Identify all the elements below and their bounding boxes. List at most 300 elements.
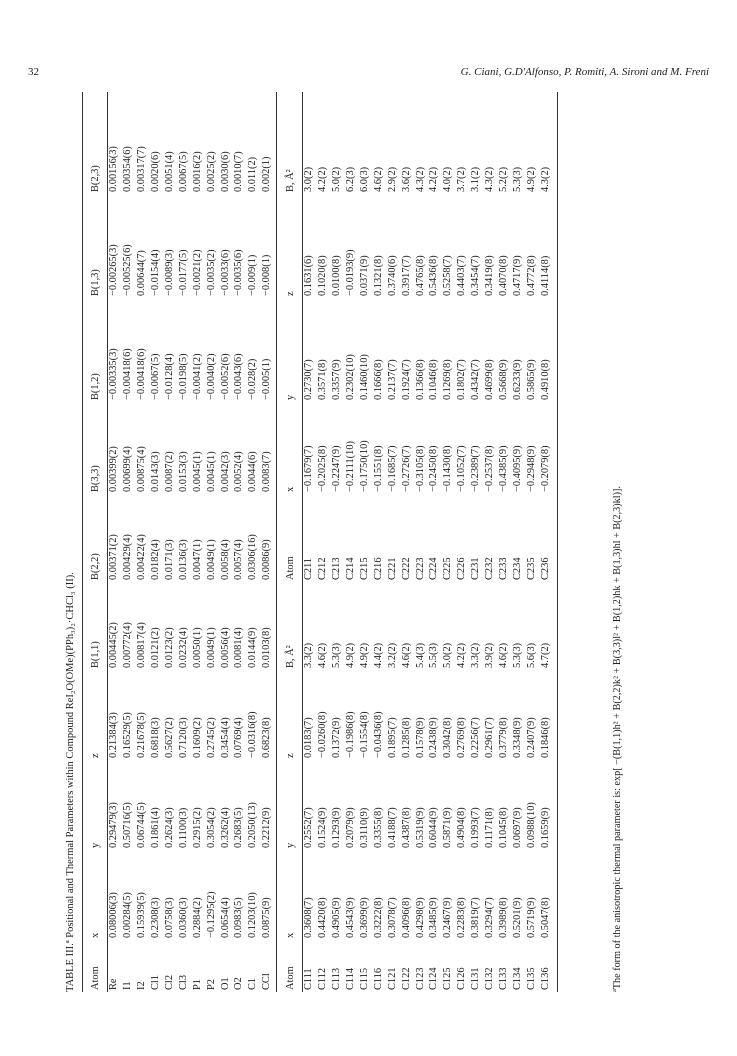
table-cell: C126 [456,967,468,990]
table-cell: Cl3 [177,974,189,990]
table-cell: C124 [428,967,440,990]
table-cell: 0.5436(8) [428,255,440,296]
table-cell: −0.1430(8) [442,445,454,492]
table-cell: 0.5627(2) [164,717,175,758]
table-cell: 0.4765(8) [414,255,426,296]
table-cell: −0.0041(2) [191,353,203,400]
table-cell: C111 [303,968,315,990]
table-cell: 0.0306(16) [247,534,259,580]
table-cell: 3.6(2) [400,166,412,192]
table-cell: 0.0025(2) [205,151,217,192]
table-cell: 0.4910(8) [539,359,551,400]
table-cell: 0.00699(4) [122,446,134,492]
column-header: y [284,842,296,848]
table-cell: 0.1366(8) [414,359,426,400]
table-cell: 0.4543(9) [345,897,357,938]
table1-header-rule [107,92,108,992]
table-cell: 0.1293(9) [331,807,343,848]
table-cell: 0.2884(2) [191,897,203,938]
table-cell: 0.3740(6) [386,255,398,296]
table-cell: −0.2079(8) [539,445,551,492]
table-cell: 4.9(2) [345,642,357,668]
table-cell: 0.0086(9) [261,539,273,580]
table-cell: 0.1993(7) [470,807,482,848]
table-cell: 4.9(2) [525,166,537,192]
table-cell: 0.0044(6) [247,451,259,492]
table-cell: 0.5668(9) [497,359,509,400]
table-cell: 5.3(3) [511,166,523,192]
table-cell: 0.0047(1) [191,539,203,580]
table-cell: C115 [359,967,370,990]
table-cell: 0.4342(7) [470,359,482,400]
table-cell: 4.6(2) [497,642,509,668]
table-cell: 0.0988(10) [525,802,537,848]
table-cell: 0.0123(2) [164,627,175,668]
table-cell: −0.0021(2) [191,249,203,296]
page-number: 32 [28,66,39,78]
table-cell: 0.2961(7) [484,717,496,758]
table-cell: −0.005(1) [261,358,273,400]
table-cell: C221 [386,557,398,580]
table-row [344,92,358,992]
table-cell: 4.3(2) [414,166,426,192]
table-caption: TABLE III.ª Positional and Thermal Parameters within Compound ReI₂O(OMe)(PPh₃)₂·CHCl₃ (II). [65,572,76,992]
table-cell: 0.5258(7) [442,255,454,296]
table-cell: 0.3355(8) [372,807,384,848]
table-cell: Cl1 [150,974,162,990]
table-cell: O2 [233,977,245,990]
table-row [176,92,190,992]
table-cell: 6.2(3) [345,166,357,192]
table-row [510,92,524,992]
table-cell: 0.1524(9) [317,807,329,848]
table-cell: 5.5(3) [428,642,440,668]
table-row [121,92,135,992]
table-cell: C225 [442,557,454,580]
table-cell: 0.0758(3) [164,897,175,938]
table-cell: C121 [386,967,398,990]
table-cell: 0.0182(4) [150,539,162,580]
table-cell: 0.1046(8) [428,359,440,400]
table-cell: C135 [525,967,537,990]
table-cell: C136 [539,967,551,990]
table-cell: −0.00418(6) [122,348,134,400]
table-row [455,92,469,992]
table-cell: 0.2256(7) [470,717,482,758]
table-cell: 0.6818(3) [150,717,162,758]
table-row [260,92,274,992]
table-cell: 4.3(2) [484,166,496,192]
table-row [371,92,385,992]
table-cell: 0.2308(3) [150,897,162,938]
table-cell: Cl2 [164,974,175,990]
table-cell: 0.2769(8) [456,717,468,758]
table-cell: 0.2137(7) [386,359,398,400]
table-cell: 0.5047(8) [539,897,551,938]
table-row [302,92,316,992]
table-cell: 4.7(2) [539,642,551,668]
table-cell: −0.008(1) [261,254,273,296]
table-cell: 0.0016(2) [191,151,203,192]
table-cell: 0.1578(9) [414,717,426,758]
table-cell: C213 [331,557,343,580]
table-cell: 0.6044(9) [428,807,440,848]
table-cell: C133 [497,967,509,990]
table-cell: 0.0050(1) [191,627,203,668]
table-row [330,92,344,992]
table-cell: C234 [511,557,523,580]
table1-header-row [83,92,107,992]
table-cell: C224 [428,557,440,580]
table-cell: 0.1020(8) [317,255,329,296]
table-cell: −0.2948(9) [525,445,537,492]
table-cell: 0.00445(2) [108,622,120,668]
table-cell: −0.0316(8) [247,711,259,758]
column-header: z [284,291,296,296]
table-cell: 0.0697(9) [511,807,523,848]
table-cell: 0.0100(8) [331,255,343,296]
table-cell: −0.2389(7) [470,445,482,492]
table-cell: 4.6(2) [400,642,412,668]
table-cell: 3.1(2) [470,166,482,192]
column-header: B(3,3) [89,465,101,492]
table-cell: 0.1285(8) [400,717,412,758]
column-header: z [89,753,101,758]
table-cell: 0.00817(4) [136,622,148,668]
table-cell: 0.00422(4) [136,534,148,580]
table-cell: C122 [400,967,412,990]
table-cell: 0.00399(2) [108,446,120,492]
table-cell: 0.0045(1) [205,451,217,492]
table-cell: −0.2726(7) [400,445,412,492]
column-header: x [89,932,101,938]
table-cell: 0.4403(7) [456,255,468,296]
table-row [163,92,177,992]
table-cell: 0.2438(9) [428,717,440,758]
table-cell: 0.4387(8) [400,807,412,848]
table-row [538,92,552,992]
table-cell: 0.0010(7) [233,151,245,192]
table-cell: −0.1052(7) [456,445,468,492]
table-cell: 0.21678(5) [136,712,148,758]
table-cell: −0.0177(5) [177,249,189,296]
table-cell: 0.3262(4) [219,807,231,848]
table-cell: 0.6233(9) [511,359,523,400]
table-cell: 0.0144(9) [247,627,259,668]
table-cell: 0.0654(4) [219,897,231,938]
running-head: G. Ciani, G.D'Alfonso, P. Romiti, A. Sironi and M. Freni [460,66,709,78]
table-cell: O1 [219,977,231,990]
table-cell: −0.0128(4) [164,353,175,400]
table-cell: 0.0052(4) [233,451,245,492]
column-header: Atom [284,966,296,990]
table-cell: 0.3917(7) [400,255,412,296]
table-cell: 0.0045(1) [191,451,203,492]
column-header: B(2,2) [89,553,101,580]
table-cell: P2 [205,979,217,990]
table-cell: 0.0121(2) [150,627,162,668]
table-row [190,92,204,992]
table-cell: 0.3078(7) [386,897,398,938]
column-header: Atom [284,556,296,580]
column-header: Atom [89,966,101,990]
table-row [107,92,121,992]
table-cell: 0.0153(3) [177,451,189,492]
table-cell: 0.00429(4) [122,534,134,580]
table-cell: 0.0020(6) [150,151,162,192]
table-cell: 0.1659(9) [539,807,551,848]
table-cell: 0.2730(7) [303,359,315,400]
table-cell: 3.0(2) [303,166,315,192]
table-cell: 0.1846(8) [539,717,551,758]
table-cell: 0.50716(5) [122,802,134,848]
table-cell: 0.00772(4) [122,622,134,668]
table-cell: C212 [317,557,329,580]
table-cell: C123 [414,967,426,990]
table-cell: 0.3042(8) [442,717,454,758]
table-cell: −0.0154(4) [150,249,162,296]
table-cell: −0.1986(8) [345,711,357,758]
table-cell: 0.4904(8) [456,807,468,848]
table-cell: 4.0(2) [442,166,454,192]
table-cell: −0.2247(9) [331,445,343,492]
table-cell: 0.2915(2) [191,807,203,848]
table-cell: 0.3454(7) [470,255,482,296]
table-cell: 0.08006(3) [108,892,120,938]
table-cell: −0.0040(2) [205,353,217,400]
column-header: B, Å² [284,169,296,192]
table-cell: 0.0049(1) [205,627,217,668]
table-cell: −0.2537(8) [484,445,496,492]
column-header: B(1,3) [89,269,101,296]
table-row [496,92,510,992]
table-cell: C211 [303,557,315,580]
table-cell: C131 [470,967,482,990]
table-cell: 4.9(2) [359,642,370,668]
table-cell: 0.1372(9) [331,717,343,758]
table-cell: −0.0035(6) [233,249,245,296]
table-cell: 0.3054(2) [205,807,217,848]
table-row [316,92,330,992]
table-cell: 3.7(2) [456,166,468,192]
table-cell: 0.0769(4) [233,717,245,758]
table-cell: −0.0052(6) [219,353,231,400]
table-cell: 0.0058(4) [219,539,231,580]
table-cell: 4.6(2) [372,166,384,192]
table-cell: 5.0(2) [331,166,343,192]
table-row [399,92,413,992]
table-cell: 0.3357(9) [331,359,343,400]
table1-bottom-rule [276,92,277,992]
table-row [385,92,399,992]
table-cell: 0.1321(8) [372,255,384,296]
table-cell: 4.2(2) [317,166,329,192]
table-cell: C214 [345,557,357,580]
table-row [413,92,427,992]
table-cell: 0.1100(3) [177,807,189,848]
table-cell: 0.00156(3) [108,146,120,192]
table-cell: CCl [261,973,273,990]
table2-header-rule [302,92,303,992]
table-cell: 4.4(2) [372,642,384,668]
table-cell: −0.3105(8) [414,445,426,492]
table-cell: 0.1666(8) [372,359,384,400]
table-cell: 4.2(2) [456,642,468,668]
column-header: z [284,753,296,758]
table-cell: 0.0057(4) [233,539,245,580]
table-cell: 0.011(2) [247,156,259,192]
table-cell: 0.3419(8) [484,255,496,296]
table-row [441,92,455,992]
table-cell: 0.29479(3) [108,802,120,848]
rotated-table-area [60,92,660,992]
table-cell: −0.028(2) [247,358,259,400]
table-cell: 0.0081(4) [233,627,245,668]
table-cell: 0.1269(8) [442,359,454,400]
table-cell: 0.00371(2) [108,534,120,580]
table-cell: 0.4114(8) [539,255,551,296]
table-cell: −0.4385(9) [497,445,509,492]
table-row [218,92,232,992]
table-cell: 0.2467(9) [442,897,454,938]
table-cell: 0.0042(3) [219,451,231,492]
table-row [469,92,483,992]
table-cell: −0.00418(6) [136,348,148,400]
table-cell: −0.0436(8) [372,711,384,758]
table-cell: 0.2745(2) [205,717,217,758]
table-cell: 0.1609(2) [191,717,203,758]
table-cell: −0.0043(6) [233,353,245,400]
rotated-table-content [60,92,660,992]
table-cell: 3.2(2) [386,642,398,668]
column-header: B, Å² [284,645,296,668]
table-cell: 0.21384(3) [108,712,120,758]
table-cell: 0.1895(7) [386,717,398,758]
table-row [427,92,441,992]
table-cell: −0.2450(8) [428,445,440,492]
column-header: y [89,842,101,848]
table-cell: 0.0360(3) [177,897,189,938]
table-cell: 0.0183(7) [303,717,315,758]
table-cell: 0.0371(9) [359,255,370,296]
table-cell: 0.0030(6) [219,151,231,192]
table-cell: 0.3348(9) [511,717,523,758]
table-cell: −0.2025(8) [317,445,329,492]
table-cell: 0.2050(13) [247,802,259,848]
table-cell: 0.2407(9) [525,717,537,758]
table-cell: −0.0193(9) [345,249,357,296]
table-cell: −0.0035(2) [205,249,217,296]
table-cell: 0.2212(9) [261,807,273,848]
table-cell: 0.7120(3) [177,717,189,758]
table-cell: 0.00644(7) [136,250,148,296]
table-cell: 0.0087(2) [164,451,175,492]
table-cell: 0.5201(9) [511,897,523,938]
table-row [135,92,149,992]
column-header: B(2,3) [89,165,101,192]
table-cell: 0.4699(8) [484,359,496,400]
table-row [204,92,218,992]
table-cell: 0.0049(1) [205,539,217,580]
table-cell: C223 [414,557,426,580]
table-cell: 0.06744(5) [136,802,148,848]
table-cell: 0.1631(6) [303,255,315,296]
table-cell: C125 [442,967,454,990]
table-cell: 0.3571(8) [317,359,329,400]
table-cell: 4.2(2) [428,166,440,192]
table-cell: −0.00265(3) [108,244,120,296]
table-row [483,92,497,992]
table-cell: 0.4772(8) [525,255,537,296]
table-cell: 0.0083(7) [261,451,273,492]
table-cell: −0.1295(2) [205,891,217,938]
table-cell: 0.00317(7) [136,146,148,192]
table-cell: 0.4717(9) [511,255,523,296]
table-cell: 0.1460(10) [359,354,370,400]
table-cell: −0.1554(8) [359,711,370,758]
table-cell: −0.1750(10) [359,440,370,492]
table-cell: 0.2624(3) [164,807,175,848]
table-cell: 0.00284(5) [122,892,134,938]
table-cell: −0.0067(5) [150,353,162,400]
table-cell: −0.0198(5) [177,353,189,400]
table-cell: C215 [359,557,370,580]
anisotropic-parameters-table [83,92,274,992]
table-cell: 0.0143(3) [150,451,162,492]
table-cell: 2.9(2) [386,166,398,192]
table-cell: −0.0260(8) [317,711,329,758]
table-cell: 0.16529(5) [122,712,134,758]
table-cell: 0.3294(7) [484,897,496,938]
table-cell: C132 [484,967,496,990]
table-cell: 0.002(1) [261,156,273,192]
table-cell: 0.0171(3) [164,539,175,580]
table-cell: −0.2111(10) [345,441,357,492]
table-cell: C216 [372,557,384,580]
table-cell: 0.5719(9) [525,897,537,938]
table-cell: I1 [122,981,134,990]
table-cell: 5.2(2) [497,166,509,192]
table-cell: C112 [317,967,329,990]
table-cell: 0.00354(6) [122,146,134,192]
table-cell: C113 [331,967,343,990]
table-cell: C114 [345,967,357,990]
table-cell: 0.4188(7) [386,807,398,848]
table-cell: 4.6(2) [317,642,329,668]
table-cell: 4.3(2) [539,166,551,192]
table-cell: 0.0056(4) [219,627,231,668]
table-cell: −0.1551(8) [372,445,384,492]
column-header: x [284,932,296,938]
column-header: x [284,486,296,492]
table-cell: 0.2079(9) [345,807,357,848]
column-header: B(1,2) [89,373,101,400]
table-cell: 3.9(2) [484,642,496,668]
table-cell: 0.1861(4) [150,807,162,848]
table-cell: −0.1685(7) [386,445,398,492]
table-cell: 0.0103(8) [261,627,273,668]
table-cell: 0.3222(8) [372,897,384,938]
table-cell: C226 [456,557,468,580]
table-cell: 0.6823(8) [261,717,273,758]
table-row [149,92,163,992]
table-cell: 0.2552(7) [303,807,315,848]
table-cell: 0.1203(10) [247,892,259,938]
table-cell: 0.4905(9) [331,897,343,938]
table-cell: 0.4298(9) [414,897,426,938]
table-row [358,92,372,992]
table-cell: 0.0232(4) [177,627,189,668]
